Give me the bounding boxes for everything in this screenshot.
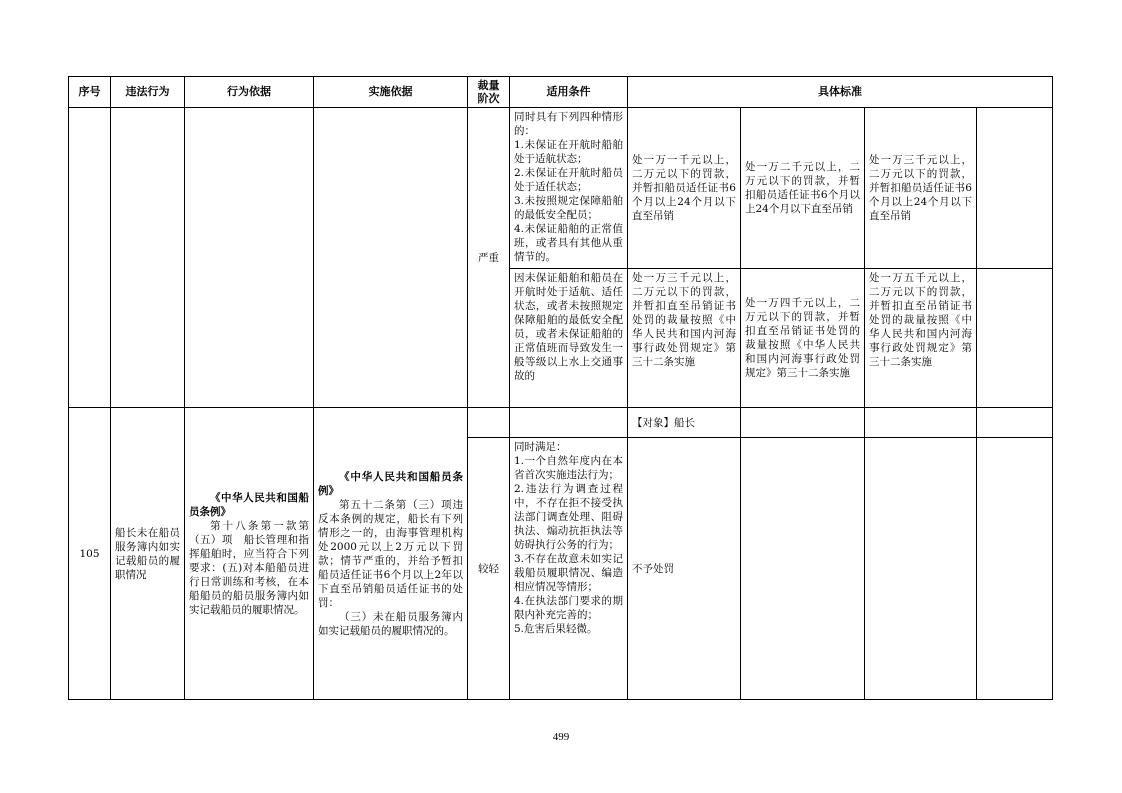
impl-title-105: 《中华人民共和国船员条例》 (318, 470, 463, 497)
basis-title-105: 《中华人民共和国船员条例》 (189, 491, 309, 518)
impl-text-105: 第五十二条第（三）项违反本条例的规定，船长有下列情形之一的，由海事管理机构处2000元以上2万元以下罚款；情节严重的，并给予暂扣船员适任证书6个月以上2年以下直至吊销船员适任证书的处罚： (318, 498, 463, 609)
cell-seq-105: 105 (69, 408, 111, 700)
cell-standard-severe-a-1: 处一万一千元以上，二万元以下的罚款，并暂扣船员适任证书6个月以上24个月以下直至吊销 (628, 108, 741, 269)
cell-seq-empty (69, 108, 111, 408)
cell-target-105: 【对象】船长 (628, 408, 741, 438)
cell-standard-105-2 (741, 438, 865, 700)
cell-standard-severe-b-2: 处一万四千元以上，二万元以下的罚款，并暂扣直至吊销证书处罚的裁量按照《中华人民共和国内河海事行政处罚规定》第三十二条实施 (741, 269, 865, 408)
cell-standard-severe-b-1: 处一万三千元以上，二万元以下的罚款，并暂扣直至吊销证书处罚的裁量按照《中华人民共和国内河海事行政处罚规定》第三十二条实施 (628, 269, 741, 408)
cell-violation-empty (111, 108, 185, 408)
cell-impl-empty (314, 108, 468, 408)
cell-standard-severe-a-2: 处一万二千元以上，二万元以下的罚款，并暂扣船员适任证书6个月以上24个月以下直至吊销 (741, 108, 865, 269)
impl-text2-105: （三）未在船员服务簿内如实记载船员的履职情况的。 (318, 610, 463, 637)
regulation-table-wrapper (68, 76, 1052, 700)
cell-basis-empty (185, 108, 314, 408)
cell-level-105: 较轻 (468, 438, 510, 700)
cell-impl-105 (314, 408, 468, 700)
cell-conditions-105: 同时满足： 1.一个自然年度内在本省首次实施违法行为； 2.违法行为调查过程中，不存在拒不接受执法部门调查处理、阻碍执法、煽动抗拒执法等妨碍执行公务的行为； 3.不存在故意未如实记载船员履职情况、编造相应情况等情形； 4.在执法部门要求的期限内补充完善的； 5.危害后果轻微。 (510, 438, 628, 700)
header-violation: 违法行为 (111, 77, 185, 108)
table-row-105-target (69, 408, 1053, 438)
cell-violation-105: 船长未在船员服务簿内如实记载船员的履职情况 (111, 408, 185, 700)
cell-standard-105-4 (977, 438, 1053, 700)
header-basis: 行为依据 (185, 77, 314, 108)
cell-standard-severe-a-3: 处一万三千元以上，二万元以下的罚款，并暂扣船员适任证书6个月以上24个月以下直至吊销 (865, 108, 977, 269)
header-standard: 具体标准 (628, 77, 1053, 108)
cell-standard-severe-b-4 (977, 269, 1053, 408)
table-header-row (69, 77, 1053, 108)
cell-conditions-target-empty (510, 408, 628, 438)
header-impl-basis: 实施依据 (314, 77, 468, 108)
cell-level-severe: 严重 (468, 108, 510, 408)
cell-basis-105 (185, 408, 314, 700)
header-level: 裁量 阶次 (468, 77, 510, 108)
cell-standard-105-3 (865, 438, 977, 700)
page-number: 499 (552, 731, 570, 743)
cell-target-empty-4 (977, 408, 1053, 438)
cell-standard-severe-b-3: 处一万五千元以上，二万元以下的罚款，并暂扣直至吊销证书处罚的裁量按照《中华人民共和国内河海事行政处罚规定》第三十二条实施 (865, 269, 977, 408)
header-conditions: 适用条件 (510, 77, 628, 108)
header-seq: 序号 (69, 77, 111, 108)
cell-conditions-severe-a: 同时具有下列四种情形的： 1.未保证在开航时船舶处于适航状态； 2.未保证在开航时船员处于适任状态； 3.未按照规定保障船舶的最低安全配员； 4.未保证船舶的正常值班，或者具有其他从重情节的。 (510, 108, 628, 269)
cell-conditions-severe-b: 因未保证船舶和船员在开航时处于适航、适任状态，或者未按照规定保障船舶的最低安全配员，或者未保证船舶的正常值班而导致发生一般等级以上水上交通事故的 (510, 269, 628, 408)
basis-text-105: 第十八条第一款第（五）项 船长管理和指挥船舶时，应当符合下列要求：(五)对本船船员进行日常训练和考核，在本船船员的船员服务簿内如实记载船员的履职情况。 (189, 519, 309, 616)
table-row-severe-a (69, 108, 1053, 269)
cell-standard-105-1: 不予处罚 (628, 438, 741, 700)
penalty-standard-table (68, 76, 1053, 700)
cell-target-empty-3 (865, 408, 977, 438)
cell-standard-severe-a-4 (977, 108, 1053, 269)
cell-level-target-empty (468, 408, 510, 438)
cell-target-empty-2 (741, 408, 865, 438)
